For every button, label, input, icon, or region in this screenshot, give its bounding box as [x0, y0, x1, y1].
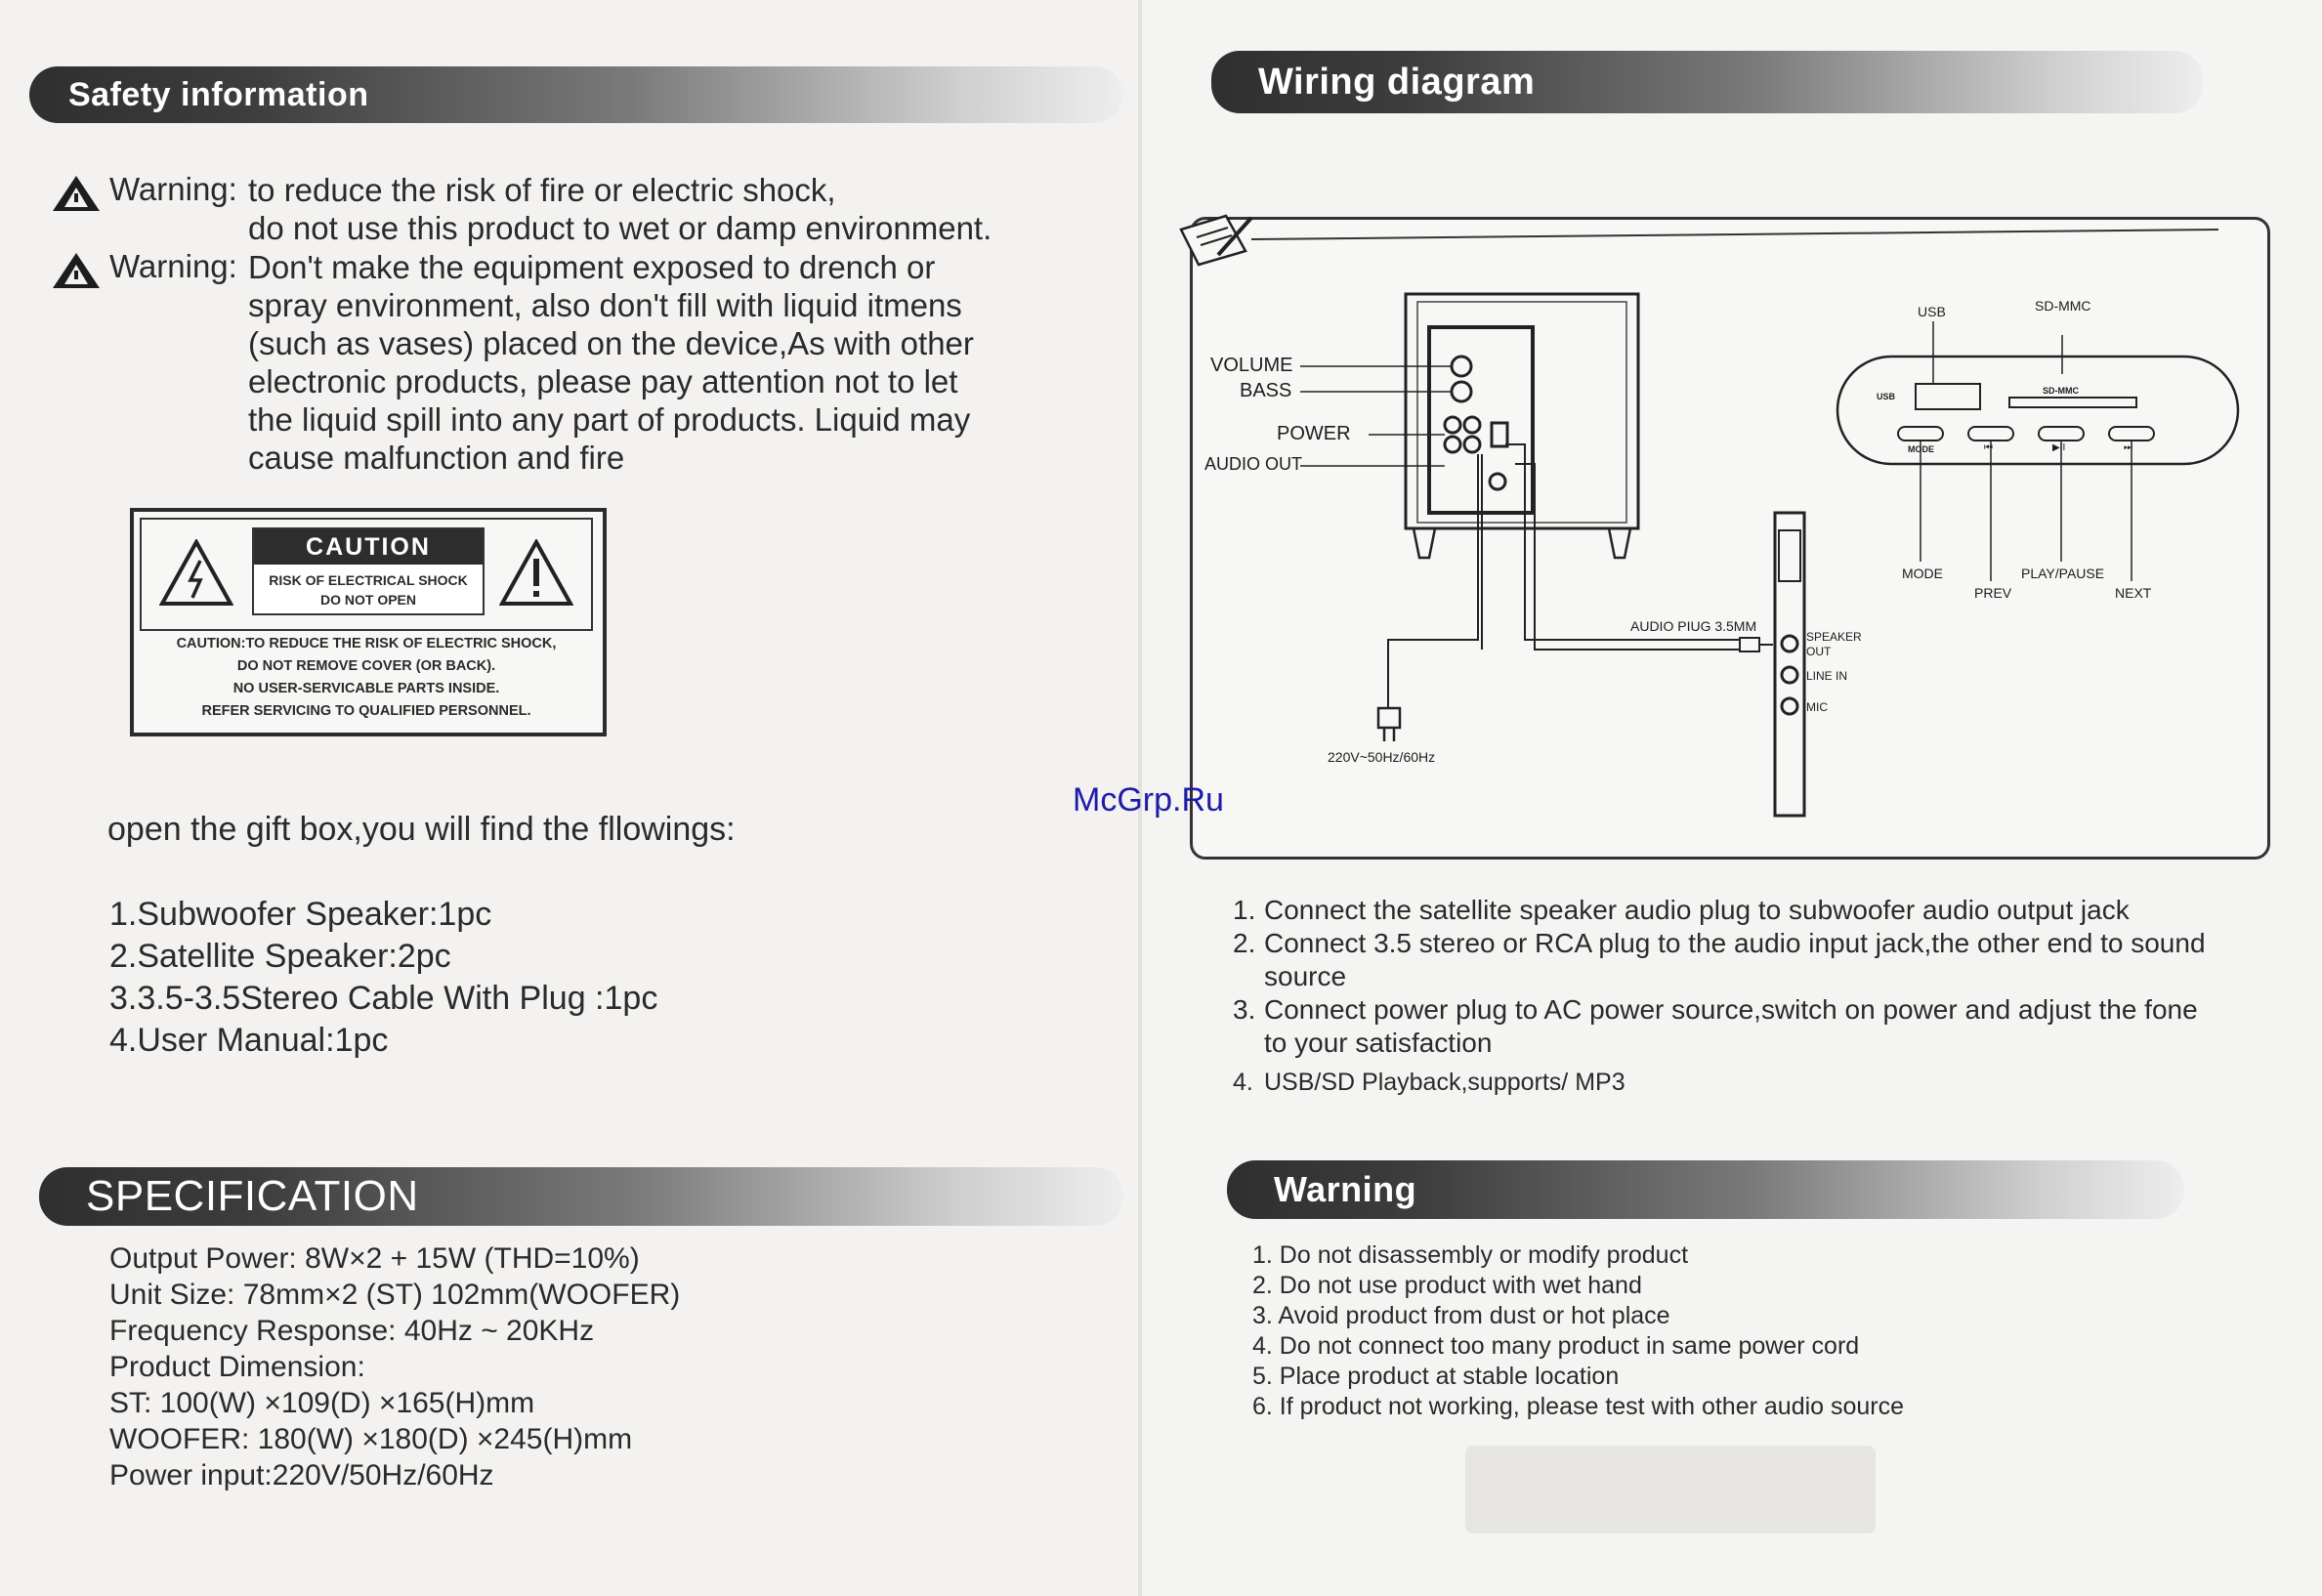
prev-label: PREV [1974, 585, 2012, 601]
list-item: 2.Satellite Speaker:2pc [109, 938, 451, 975]
list-item: 1.Subwoofer Speaker:1pc [109, 896, 492, 933]
bleed-through-shadow [1465, 1446, 1876, 1533]
audio-plug-label: AUDIO PIUG 3.5MM [1630, 618, 1757, 634]
play-pause-label: PLAY/PAUSE [2021, 566, 2105, 581]
lightning-bolt-icon [159, 539, 233, 608]
next-label: NEXT [2115, 585, 2152, 601]
list-item: 3.3.5-3.5Stereo Cable With Plug :1pc [109, 980, 658, 1017]
warning-triangle-icon [51, 251, 102, 290]
item-text: Connect 3.5 stereo or RCA plug to the audio input jack,the other end to sound source [1264, 928, 2206, 991]
volume-label: VOLUME [1210, 355, 1293, 376]
sd-mmc-label: SD-MMC [2035, 298, 2091, 314]
list-item [1233, 993, 2210, 1060]
line-in-label: LINE IN [1806, 669, 1848, 683]
item-text: USB/SD Playback,supports/ MP3 [1264, 1069, 1625, 1096]
audio-out-label: AUDIO OUT [1204, 454, 1303, 474]
watermark: McGrp.Ru [1073, 781, 1224, 819]
item-text: Connect the satellite speaker audio plug to subwoofer audio output jack [1264, 895, 2130, 925]
panel-mode-label: MODE [1908, 444, 1934, 454]
panel-play-icon: ▶II [2052, 442, 2066, 453]
caution-notice: CAUTION:TO REDUCE THE RISK OF ELECTRIC SHOCK, DO NOT REMOVE COVER (OR BACK). NO USER-SERVICABLE PARTS INSIDE. REFER SERVICING TO QUALIFIED PERSONNEL. [176, 636, 557, 719]
list-item [1233, 1066, 2210, 1099]
item-text: Connect power plug to AC power source,switch on power and adjust the fone to your satisfaction [1264, 994, 2198, 1058]
bass-label: BASS [1240, 380, 1292, 401]
spec-item: WOOFER: 180(W) ×180(D) ×245(H)mm [109, 1423, 633, 1455]
list-item: 1. Do not disassembly or modify product [1252, 1241, 1689, 1269]
item-number: 1. [1233, 895, 1256, 925]
list-item: 5. Place product at stable location [1252, 1363, 1620, 1390]
caution-top-panel [140, 518, 593, 631]
wiring-title: Wiring diagram [1258, 61, 1536, 103]
panel-sd-label: SD-MMC [2043, 386, 2079, 396]
item-number: 4. [1233, 1069, 1253, 1096]
mic-label: MIC [1806, 700, 1828, 714]
list-item: 3. Avoid product from dust or hot place [1252, 1302, 1670, 1329]
specification-banner [39, 1167, 1123, 1226]
specification-list [109, 1240, 680, 1493]
panel-next-icon: ⏭ [2124, 442, 2132, 453]
wiring-banner [1211, 51, 2203, 113]
spec-item: Power input:220V/50Hz/60Hz [109, 1459, 494, 1491]
safety-banner [29, 66, 1123, 123]
list-item: 2. Do not use product with wet hand [1252, 1272, 1642, 1299]
item-number: 3. [1233, 994, 1256, 1025]
warning-title: Warning [1274, 1169, 1417, 1209]
list-item: 6. If product not working, please test with other audio source [1252, 1393, 1905, 1420]
power-plug-label: 220V~50Hz/60Hz [1328, 749, 1436, 765]
panel-usb-label: USB [1877, 392, 1896, 401]
warning-text: Don't make the equipment exposed to drench or spray environment, also don't fill with liquid itmens (such as vases) placed on the device,As with other electronic products, please pay attention not to let the liquid spill into any part of products. Liquid may cause malfunction and fire [248, 249, 974, 476]
exclamation-icon [499, 539, 573, 608]
usb-label: USB [1918, 304, 1946, 319]
wiring-diagram [1190, 217, 2270, 860]
spec-item: ST: 100(W) ×109(D) ×165(H)mm [109, 1387, 535, 1419]
package-contents-list [109, 894, 657, 1062]
safety-title: Safety information [68, 75, 369, 113]
spec-item: Unit Size: 78mm×2 (ST) 102mm(WOOFER) [109, 1279, 681, 1311]
warning-triangle-icon [51, 174, 102, 213]
list-item [1233, 894, 2210, 927]
spec-item: Frequency Response: 40Hz ~ 20KHz [109, 1315, 595, 1347]
gift-box-intro: open the gift box,you will find the fllowings: [107, 811, 736, 848]
warning-label: Warning: [109, 248, 237, 284]
mode-label: MODE [1902, 566, 1943, 581]
spec-item: Product Dimension: [109, 1351, 365, 1383]
speaker-out-label: SPEAKER OUT [1806, 630, 1862, 658]
item-number: 2. [1233, 928, 1256, 958]
caution-heading: CAUTION [254, 529, 483, 565]
caution-label [130, 508, 607, 736]
warning-banner [1227, 1160, 2184, 1219]
power-label: POWER [1277, 423, 1351, 444]
warning-label: Warning: [109, 171, 237, 207]
specification-title: SPECIFICATION [86, 1172, 419, 1220]
warning-list [1252, 1240, 1904, 1422]
wiring-instructions [1233, 894, 2210, 1099]
caution-center [252, 527, 485, 615]
list-item: 4. Do not connect too many product in same power cord [1252, 1332, 1860, 1360]
caution-subtext: RISK OF ELECTRICAL SHOCK DO NOT OPEN [269, 572, 468, 608]
panel-prev-icon: ⏮ [1984, 442, 1993, 453]
spec-item: Output Power: 8W×2 + 15W (THD=10%) [109, 1242, 640, 1275]
warning-text: to reduce the risk of fire or electric shock, do not use this product to wet or damp environment. [248, 172, 992, 246]
list-item [1233, 927, 2210, 993]
note-pencil-icon [1173, 208, 1261, 276]
list-item: 4.User Manual:1pc [109, 1022, 389, 1059]
